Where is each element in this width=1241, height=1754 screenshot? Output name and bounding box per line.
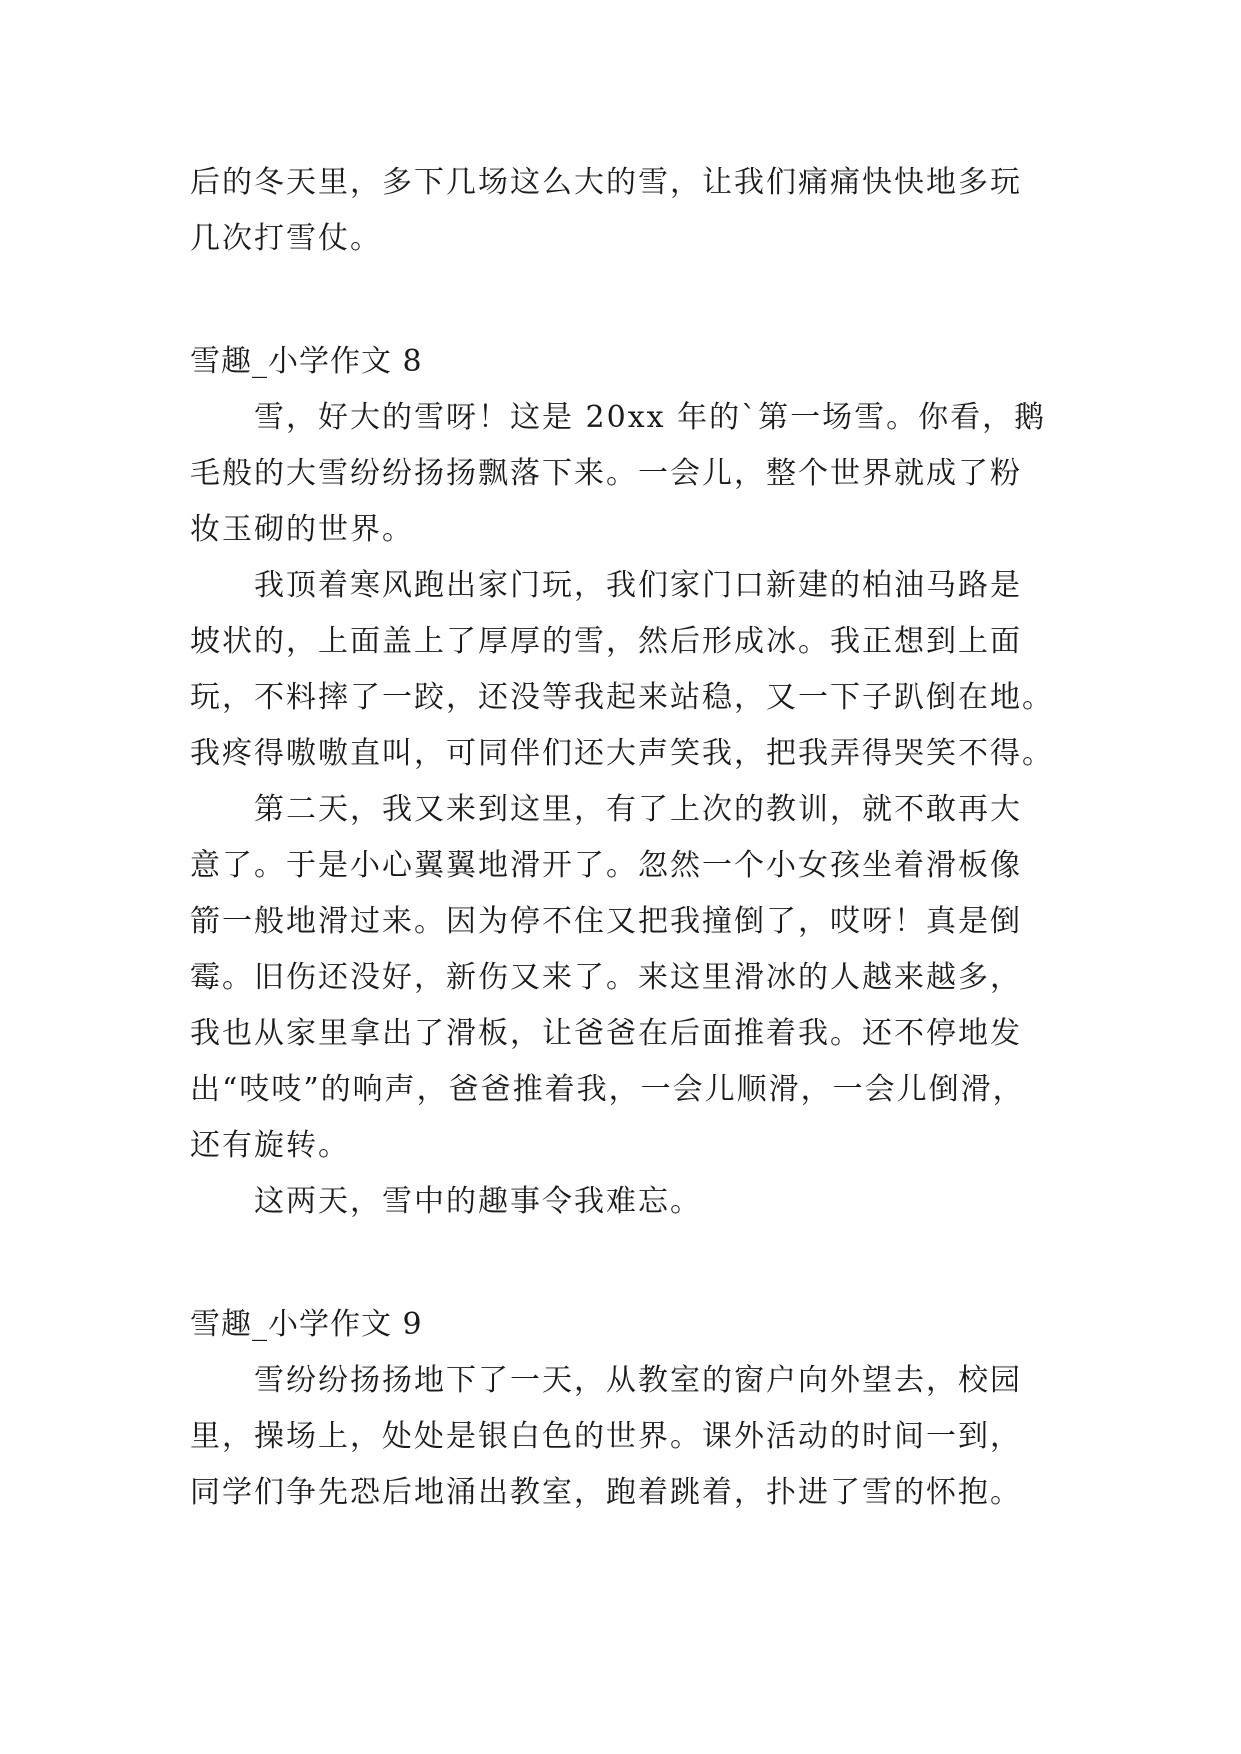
section-8-title: 雪趣_小学作文 8 <box>190 344 423 379</box>
section-8-paragraph-2: 我顶着寒风跑出家门玩，我们家门口新建的柏油马路是 坡状的，上面盖上了厚厚的雪，然后形成冰。我正想到上面 玩，不料摔了一跤，还没等我起来站稳，又一下子趴倒在地。 我疼得嗷嗷直叫，可同伴们还大声笑我，把我弄得哭笑不得。 <box>190 568 1054 771</box>
section-gap <box>190 267 1070 334</box>
section-9-title: 雪趣_小学作文 9 <box>190 1307 423 1342</box>
section-gap <box>190 1230 1070 1297</box>
section-8-paragraph-4: 这两天，雪中的趣事令我难忘。 <box>254 1184 702 1219</box>
intro-paragraph: 后的冬天里，多下几场这么大的雪，让我们痛痛快快地多玩 几次打雪仗。 <box>190 165 1022 256</box>
document-page <box>190 155 1070 1521</box>
section-8-paragraph-1: 雪，好大的雪呀！这是 20xx 年的`第一场雪。你看，鹅 毛般的大雪纷纷扬扬飘落下来。一会儿，整个世界就成了粉 妆玉砌的世界。 <box>190 400 1047 547</box>
section-9-paragraph-1: 雪纷纷扬扬地下了一天，从教室的窗户向外望去，校园 里，操场上，处处是银白色的世界。课外活动的时间一到， 同学们争先恐后地涌出教室，跑着跳着，扑进了雪的怀抱。 <box>190 1363 1022 1510</box>
section-8-paragraph-3: 第二天，我又来到这里，有了上次的教训，就不敢再大 意了。于是小心翼翼地滑开了。忽然一个小女孩坐着滑板像 箭一般地滑过来。因为停不住又把我撞倒了，哎呀！真是倒 霉。旧伤还没好，新伤又来了。来这里滑冰的人越来越多， 我也从家里拿出了滑板，让爸爸在后面推着我。还不停地发 出“吱吱”的响声，爸爸推着我，一会儿顺滑，一会儿倒滑， 还有旋转。 <box>190 792 1025 1163</box>
